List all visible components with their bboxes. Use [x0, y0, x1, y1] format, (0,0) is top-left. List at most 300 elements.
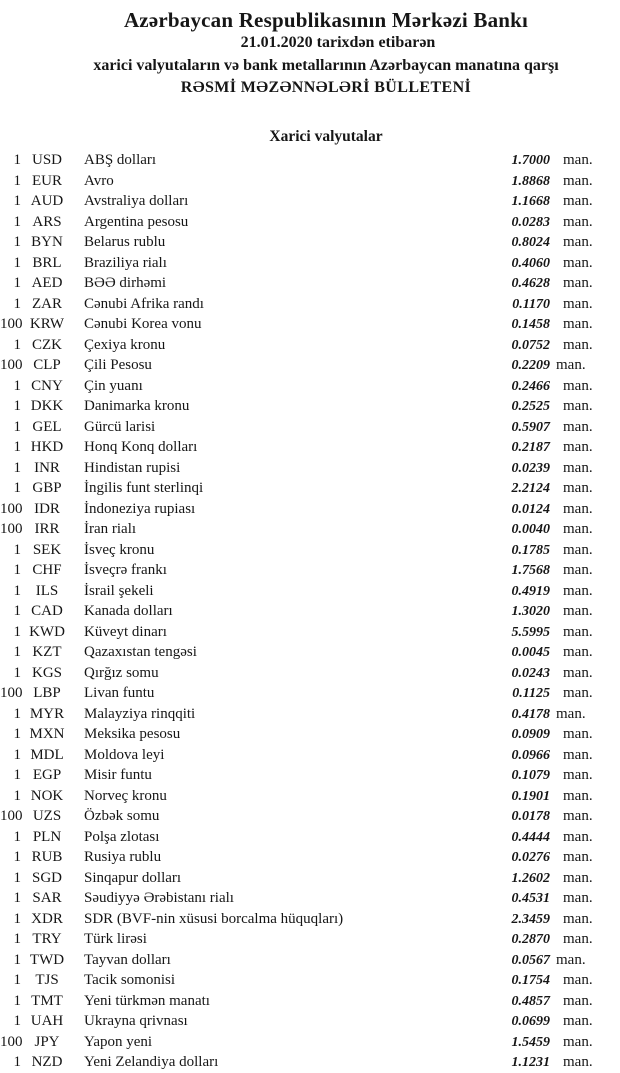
rate-group	[502, 212, 606, 234]
currency-name: Yapon yeni	[84, 1033, 153, 1050]
unit-label: man.	[563, 172, 593, 189]
currency-code: ZAR	[32, 295, 62, 312]
currency-name: Danimarka kronu	[84, 398, 190, 414]
rate-value: 0.0040	[511, 522, 550, 537]
currency-name: Misir funtu	[84, 767, 152, 783]
nominal: 1	[13, 890, 21, 906]
nominal: 1	[13, 828, 21, 845]
currency-name: Livan funtu	[84, 685, 155, 701]
currency-code: CLP	[33, 357, 61, 373]
unit-label: man.	[563, 890, 593, 906]
unit-label: man.	[563, 459, 593, 476]
nominal: 1	[13, 398, 21, 414]
currency-name: Küveyt dinarı	[84, 623, 167, 640]
table-row	[0, 642, 606, 663]
nominal: 1	[13, 767, 21, 783]
currency-name: Norveç kronu	[84, 787, 167, 804]
currency-code: MXN	[29, 726, 65, 742]
currency-code: INR	[34, 459, 60, 476]
unit-label: man.	[563, 213, 593, 230]
rate-value: 0.2870	[511, 932, 550, 947]
rate-group	[502, 273, 606, 295]
nominal: 1	[13, 1013, 21, 1029]
currency-code: CNY	[31, 377, 63, 394]
rate-group	[502, 396, 606, 418]
rate-group	[502, 745, 606, 767]
rate-value: 0.0276	[511, 850, 550, 865]
rate-value: 1.1231	[511, 1055, 550, 1070]
nominal: 1	[13, 336, 21, 353]
table-row	[0, 724, 606, 745]
table-row	[0, 273, 606, 294]
unit-label: man.	[563, 193, 593, 209]
unit-label: man.	[563, 808, 593, 824]
unit-label: man.	[563, 398, 593, 414]
currency-name: Yeni Zelandiya dolları	[84, 1054, 219, 1070]
unit-label: man.	[563, 336, 593, 353]
rate-value: 0.4857	[511, 993, 550, 1009]
table-row	[0, 581, 606, 602]
table-row	[0, 950, 606, 971]
rate-value: 1.2602	[511, 870, 550, 886]
currency-name: Belarus rublu	[84, 234, 166, 250]
currency-name: Tacik somonisi	[84, 972, 176, 988]
currency-code: TRY	[32, 931, 62, 947]
rate-group	[502, 253, 606, 275]
nominal: 1	[13, 480, 21, 496]
currency-code: RUB	[31, 849, 63, 865]
currency-name: Qırğız somu	[84, 664, 159, 681]
currency-code: CHF	[32, 562, 62, 578]
unit-label: man.	[563, 234, 593, 250]
rate-group	[502, 909, 606, 931]
nominal: 1	[13, 582, 21, 599]
nominal: 1	[13, 275, 21, 291]
nominal: 1	[13, 172, 21, 189]
currency-code: IDR	[34, 500, 60, 517]
rate-value: 0.1079	[511, 768, 550, 783]
nominal: 1	[13, 869, 21, 886]
currency-code: EUR	[32, 172, 62, 189]
rate-value: 0.4628	[511, 276, 550, 291]
rate-group	[502, 1052, 606, 1073]
nominal: 1	[13, 213, 21, 230]
currency-name: Cənubi Afrika randı	[84, 295, 204, 312]
rate-group	[502, 991, 606, 1013]
unit-label: man.	[563, 295, 593, 312]
unit-label: man.	[563, 316, 593, 332]
currency-name: Tayvan dolları	[84, 951, 171, 968]
table-row	[0, 970, 606, 991]
currency-code: JPY	[34, 1033, 60, 1050]
currency-name: Kanada dolları	[84, 603, 173, 619]
currency-code: NOK	[30, 787, 64, 804]
currency-code: MYR	[29, 705, 65, 722]
table-row	[0, 314, 606, 335]
nominal: 1	[13, 992, 21, 1009]
currency-name: Sinqapur dolları	[84, 869, 182, 886]
currency-code: XDR	[31, 910, 63, 927]
table-row	[0, 1052, 606, 1073]
rate-group	[502, 601, 606, 623]
rate-group	[502, 417, 606, 439]
nominal: 1	[13, 562, 21, 578]
rate-value: 1.5459	[511, 1034, 550, 1050]
nominal: 1	[13, 726, 21, 742]
unit-label: man.	[563, 972, 593, 988]
nominal: 100	[0, 808, 23, 824]
rate-value: 0.2209	[511, 358, 550, 373]
currency-name: Cənubi Korea vonu	[84, 316, 202, 332]
rate-group	[502, 806, 606, 828]
currency-name: Braziliya rialı	[84, 254, 167, 271]
currency-code: IRR	[34, 521, 60, 537]
rate-value: 0.2525	[511, 399, 550, 414]
table-row	[0, 888, 606, 909]
table-row	[0, 806, 606, 827]
table-row	[0, 663, 606, 684]
table-row	[0, 786, 606, 807]
unit-label: man.	[563, 254, 593, 271]
nominal: 1	[13, 459, 21, 476]
rate-group	[502, 868, 606, 890]
unit-label: man.	[563, 418, 593, 435]
unit-label: man.	[563, 664, 593, 681]
rate-group	[502, 663, 606, 685]
unit-label: man.	[563, 1054, 593, 1070]
currency-name: Qazaxıstan tengəsi	[84, 644, 197, 660]
unit-label: man.	[563, 521, 593, 537]
currency-code: HKD	[30, 439, 64, 455]
rate-value: 0.0966	[511, 747, 550, 763]
rate-group	[502, 294, 606, 316]
nominal: 100	[0, 357, 23, 373]
rate-value: 2.2124	[511, 481, 550, 496]
nominal: 100	[0, 521, 23, 537]
currency-code: BYN	[31, 234, 63, 250]
rate-value: 5.5995	[511, 624, 550, 640]
currency-name: Türk lirəsi	[84, 931, 147, 947]
currency-name: Çili Pesosu	[84, 357, 152, 373]
bulletin-title: RƏSMİ MƏZƏNNƏLƏRİ BÜLLETENİ	[180, 79, 472, 96]
table-row	[0, 683, 606, 704]
nominal: 1	[13, 644, 21, 660]
unit-label: man.	[563, 439, 593, 455]
table-row	[0, 704, 606, 725]
unit-label: man.	[563, 644, 593, 660]
rate-value: 1.8868	[511, 173, 550, 189]
table-row	[0, 1032, 606, 1053]
rate-value: 0.0567	[511, 952, 550, 968]
currency-code: GBP	[32, 480, 62, 496]
currency-code: EGP	[32, 767, 62, 783]
unit-label: man.	[563, 685, 593, 701]
unit-label: man.	[563, 992, 593, 1009]
table-row	[0, 253, 606, 274]
currency-code: GEL	[32, 418, 62, 435]
rate-value: 0.0239	[511, 460, 550, 476]
table-row	[0, 1011, 606, 1032]
unit-label: man.	[556, 951, 586, 968]
currency-name: Malayziya rinqqiti	[84, 705, 196, 722]
unit-label: man.	[563, 869, 593, 886]
bank-name-title: Azərbaycan Respublikasının Mərkəzi Bankı	[123, 8, 529, 32]
table-row	[0, 437, 606, 458]
unit-label: man.	[556, 357, 586, 373]
table-row	[0, 540, 606, 561]
unit-label: man.	[563, 500, 593, 517]
rate-value: 0.4178	[511, 706, 550, 722]
currency-name: Polşa zlotası	[84, 828, 160, 845]
rate-value: 0.1125	[512, 686, 550, 701]
nominal: 100	[0, 500, 23, 517]
unit-label: man.	[563, 1013, 593, 1029]
rate-value: 0.1901	[511, 788, 550, 804]
rate-group	[502, 335, 606, 357]
currency-code: ILS	[35, 582, 59, 599]
rate-group	[502, 560, 606, 582]
rate-group	[502, 355, 606, 377]
unit-label: man.	[556, 705, 586, 722]
unit-label: man.	[563, 746, 593, 763]
currency-code: BRL	[32, 254, 62, 271]
unit-label: man.	[563, 828, 593, 845]
rate-group	[502, 622, 606, 644]
unit-label: man.	[563, 152, 593, 168]
table-row	[0, 499, 606, 520]
rate-value: 1.3020	[511, 604, 550, 619]
currency-name: Ukrayna qrivnası	[84, 1013, 188, 1029]
unit-label: man.	[563, 910, 593, 927]
rate-value: 2.3459	[511, 911, 550, 927]
currency-code: CZK	[32, 336, 62, 353]
table-row	[0, 868, 606, 889]
rate-group	[502, 499, 606, 521]
nominal: 100	[0, 316, 23, 332]
rate-value: 0.0699	[511, 1014, 550, 1029]
unit-label: man.	[563, 1033, 593, 1050]
nominal: 1	[13, 254, 21, 271]
rate-group	[502, 478, 606, 500]
table-row	[0, 991, 606, 1012]
rate-group	[502, 150, 606, 172]
rate-group	[502, 847, 606, 869]
unit-label: man.	[563, 623, 593, 640]
nominal: 1	[13, 849, 21, 865]
rate-group	[502, 1011, 606, 1033]
rate-value: 0.0752	[511, 337, 550, 353]
currency-name: SDR (BVF-nin xüsusi borcalma hüquqları)	[84, 910, 344, 927]
currency-name: Yeni türkmən manatı	[84, 992, 210, 1009]
currency-name: ABŞ dolları	[84, 152, 157, 168]
currency-code: KRW	[29, 316, 65, 332]
rate-value: 0.8024	[511, 235, 550, 250]
rate-group	[502, 704, 606, 726]
rate-value: 1.1668	[511, 194, 550, 209]
nominal: 1	[13, 705, 21, 722]
currency-code: AUD	[30, 193, 64, 209]
table-row	[0, 232, 606, 253]
rate-value: 0.0178	[511, 809, 550, 824]
rate-value: 1.7000	[511, 153, 550, 168]
rate-group	[502, 519, 606, 541]
rate-group	[502, 786, 606, 808]
currency-name: İsveçrə frankı	[84, 562, 167, 578]
rate-value: 0.5907	[511, 419, 550, 435]
nominal: 100	[0, 1033, 23, 1050]
currency-name: BƏƏ dirhəmi	[84, 275, 167, 291]
nominal: 100	[0, 685, 23, 701]
rate-value: 0.2466	[511, 378, 550, 394]
currency-name: Çexiya kronu	[84, 336, 166, 353]
table-row	[0, 929, 606, 950]
currency-name: Rusiya rublu	[84, 849, 162, 865]
currency-code: PLN	[32, 828, 62, 845]
rate-group	[502, 581, 606, 603]
rate-group	[502, 950, 606, 972]
currency-code: DKK	[30, 398, 64, 414]
nominal: 1	[13, 787, 21, 804]
unit-label: man.	[563, 275, 593, 291]
unit-label: man.	[563, 603, 593, 619]
table-row	[0, 191, 606, 212]
currency-name: Çin yuanı	[84, 377, 143, 394]
unit-label: man.	[563, 787, 593, 804]
nominal: 1	[13, 1054, 21, 1070]
rate-group	[502, 1032, 606, 1054]
currency-name: İngilis funt sterlinqi	[84, 480, 204, 496]
table-row	[0, 417, 606, 438]
currency-code: ARS	[32, 213, 62, 230]
table-row	[0, 335, 606, 356]
rate-value: 0.0909	[511, 727, 550, 742]
bulletin-header	[32, 0, 620, 99]
currency-name: Səudiyyə Ərəbistanı rialı	[84, 890, 234, 906]
unit-label: man.	[563, 726, 593, 742]
nominal: 1	[13, 439, 21, 455]
rate-value: 0.0283	[511, 214, 550, 230]
currency-name: Gürcü larisi	[84, 418, 156, 435]
table-row	[0, 376, 606, 397]
currency-name: Avstraliya dolları	[84, 193, 189, 209]
rate-group	[502, 765, 606, 787]
currency-code: TMT	[31, 992, 63, 1009]
rate-value: 0.4060	[511, 255, 550, 271]
table-row	[0, 458, 606, 479]
rates-table	[0, 150, 620, 1073]
currency-code: KZT	[32, 644, 62, 660]
rate-value: 0.1785	[511, 542, 550, 558]
nominal: 1	[13, 377, 21, 394]
rate-value: 0.1458	[511, 317, 550, 332]
nominal: 1	[13, 234, 21, 250]
table-row	[0, 827, 606, 848]
rate-group	[502, 540, 606, 562]
nominal: 1	[13, 910, 21, 927]
section-title-foreign-currencies: Xarici valyutalar	[269, 128, 383, 145]
unit-label: man.	[563, 377, 593, 394]
nominal: 1	[13, 951, 21, 968]
currency-code: USD	[31, 152, 62, 168]
table-row	[0, 212, 606, 233]
currency-code: KGS	[31, 664, 62, 681]
currency-code: SGD	[31, 869, 62, 886]
table-row	[0, 745, 606, 766]
rate-group	[502, 827, 606, 849]
nominal: 1	[13, 541, 21, 558]
currency-code: TJS	[35, 972, 59, 988]
nominal: 1	[13, 193, 21, 209]
unit-label: man.	[563, 480, 593, 496]
rate-value: 1.7568	[511, 563, 550, 578]
currency-name: Özbək somu	[84, 808, 160, 824]
nominal: 1	[13, 664, 21, 681]
currency-code: UAH	[30, 1013, 64, 1029]
currency-code: CAD	[31, 603, 63, 619]
table-row	[0, 847, 606, 868]
unit-label: man.	[563, 767, 593, 783]
currency-name: Argentina pesosu	[84, 213, 189, 230]
currency-code: NZD	[31, 1054, 63, 1070]
unit-label: man.	[563, 849, 593, 865]
currency-name: Hindistan rupisi	[84, 459, 181, 476]
rate-group	[502, 929, 606, 951]
currency-name: İndoneziya rupiası	[84, 500, 196, 517]
rate-value: 0.4919	[511, 583, 550, 599]
rate-value: 0.2187	[511, 440, 550, 455]
table-row	[0, 478, 606, 499]
currency-name: İsrail şekeli	[84, 582, 154, 599]
table-row	[0, 765, 606, 786]
subject-line: xarici valyutaların və bank metallarının Azərbaycan manatına qarşı	[93, 57, 559, 74]
rate-group	[502, 888, 606, 910]
rate-group	[502, 376, 606, 398]
table-row	[0, 519, 606, 540]
currency-name: İran rialı	[84, 521, 137, 537]
currency-name: Honq Konq dolları	[84, 439, 198, 455]
currency-code: TWD	[29, 951, 65, 968]
table-row	[0, 396, 606, 417]
unit-label: man.	[563, 582, 593, 599]
currency-code: SEK	[32, 541, 62, 558]
effective-date-line: 21.01.2020 tarixdən etibarən	[240, 34, 436, 51]
currency-code: UZS	[32, 808, 62, 824]
table-row	[0, 294, 606, 315]
nominal: 1	[13, 152, 21, 168]
unit-label: man.	[563, 541, 593, 558]
rate-value: 0.0243	[511, 665, 550, 681]
unit-label: man.	[563, 562, 593, 578]
rate-group	[502, 191, 606, 213]
nominal: 1	[13, 603, 21, 619]
nominal: 1	[13, 295, 21, 312]
rate-group	[502, 970, 606, 992]
table-row	[0, 171, 606, 192]
currency-code: LBP	[33, 685, 61, 701]
rate-group	[502, 314, 606, 336]
rate-group	[502, 437, 606, 459]
rate-group	[502, 724, 606, 746]
table-row	[0, 909, 606, 930]
currency-code: KWD	[29, 623, 65, 640]
nominal: 1	[13, 623, 21, 640]
nominal: 1	[13, 972, 21, 988]
currency-code: AED	[31, 275, 63, 291]
rate-value: 0.0124	[511, 501, 550, 517]
nominal: 1	[13, 746, 21, 763]
rate-value: 0.4444	[511, 829, 550, 845]
rate-group	[502, 683, 606, 705]
